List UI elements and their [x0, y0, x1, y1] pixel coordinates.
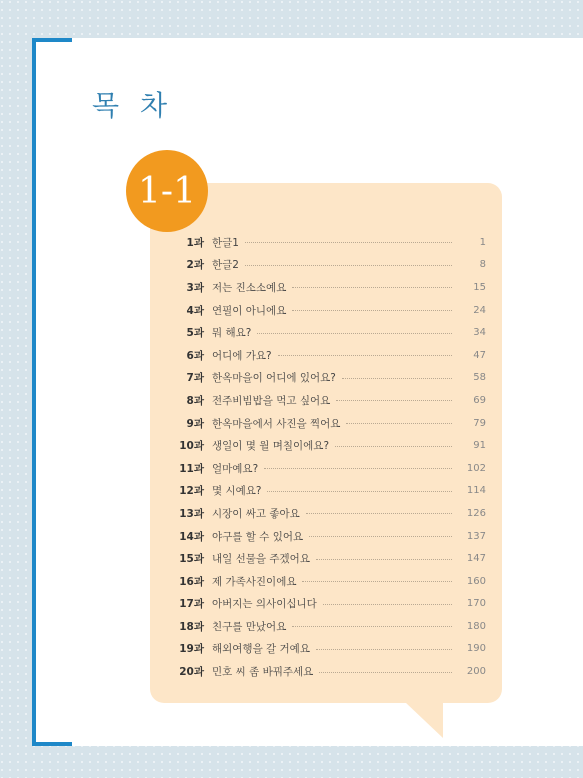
page-number: 34	[473, 327, 486, 339]
toc-entry[interactable]	[160, 502, 486, 525]
toc-entry[interactable]	[160, 367, 486, 390]
page-number: 91	[473, 440, 486, 452]
toc-entry[interactable]	[160, 412, 486, 435]
toc-entry[interactable]	[160, 434, 486, 457]
toc-entry[interactable]	[160, 480, 486, 503]
toc-entry[interactable]	[160, 593, 486, 616]
page-number: 58	[473, 372, 486, 384]
dot-leader	[346, 423, 452, 424]
page-number: 79	[473, 417, 486, 429]
page-number: 126	[466, 507, 486, 519]
lesson-title: 얼마예요?	[212, 462, 259, 475]
toc-entry[interactable]	[160, 231, 486, 254]
dot-leader	[306, 513, 452, 514]
lesson-number: 6과	[186, 349, 204, 362]
lesson-number: 15과	[179, 553, 204, 566]
lesson-number: 18과	[179, 620, 204, 633]
toc-entry[interactable]	[160, 570, 486, 593]
dot-leader	[292, 626, 452, 627]
page-number: 114	[466, 485, 486, 497]
lesson-number: 14과	[179, 530, 204, 543]
toc-entry[interactable]	[160, 344, 486, 367]
lesson-title: 생일이 몇 월 며칠이에요?	[212, 440, 330, 453]
lesson-title: 한옥마을에서 사진을 찍어요	[212, 417, 341, 430]
dot-leader	[323, 604, 452, 605]
toc-entry[interactable]	[160, 254, 486, 277]
dot-leader	[316, 559, 452, 560]
dot-leader	[316, 649, 452, 650]
toc-entry[interactable]	[160, 638, 486, 661]
page-number: 147	[466, 553, 486, 565]
dot-leader	[292, 287, 452, 288]
dot-leader	[267, 491, 452, 492]
page-title: 목 차	[92, 89, 173, 122]
lesson-number: 16과	[179, 575, 204, 588]
toc-entry[interactable]	[160, 525, 486, 548]
lesson-number: 11과	[179, 462, 204, 475]
lesson-title: 어디에 가요?	[212, 349, 272, 362]
lesson-title: 연필이 아니에요	[212, 304, 287, 317]
lesson-title: 친구를 만났어요	[212, 620, 287, 633]
dot-leader	[342, 378, 452, 379]
page-number: 137	[466, 530, 486, 542]
lesson-title: 한글2	[212, 259, 239, 272]
dot-leader	[302, 581, 452, 582]
lesson-number: 3과	[186, 281, 204, 294]
dot-leader	[319, 672, 452, 673]
toc-entry[interactable]	[160, 547, 486, 570]
toc-entry[interactable]	[160, 321, 486, 344]
dot-leader	[309, 536, 452, 537]
lesson-title: 몇 시예요?	[212, 485, 262, 498]
toc-list	[160, 231, 486, 683]
page-number: 8	[479, 259, 486, 271]
dot-leader	[257, 333, 452, 334]
dot-leader	[336, 400, 452, 401]
lesson-number: 7과	[186, 372, 204, 385]
lesson-title: 아버지는 의사이십니다	[212, 598, 317, 611]
lesson-title: 해외여행을 갈 거예요	[212, 643, 310, 656]
page-number: 15	[473, 281, 486, 293]
lesson-number: 4과	[186, 304, 204, 317]
lesson-title: 야구를 할 수 있어요	[212, 530, 304, 543]
page-number: 170	[466, 598, 486, 610]
lesson-title: 한옥마을이 어디에 있어요?	[212, 372, 336, 385]
lesson-title: 내일 선물을 주겠어요	[212, 553, 310, 566]
lesson-number: 13과	[179, 507, 204, 520]
page-number: 190	[466, 643, 486, 655]
lesson-number: 1과	[186, 236, 204, 249]
lesson-number: 2과	[186, 259, 204, 272]
dot-leader	[245, 265, 452, 266]
bracket-left-accent	[32, 38, 36, 746]
lesson-number: 20과	[179, 666, 204, 679]
toc-entry[interactable]	[160, 276, 486, 299]
lesson-title: 저는 진소소예요	[212, 281, 287, 294]
page-number: 200	[466, 666, 486, 678]
page-number: 47	[473, 349, 486, 361]
lesson-title: 뭐 해요?	[212, 327, 252, 340]
lesson-number: 12과	[179, 485, 204, 498]
lesson-number: 9과	[186, 417, 204, 430]
lesson-number: 19과	[179, 643, 204, 656]
lesson-title: 전주비빔밥을 먹고 싶어요	[212, 394, 331, 407]
toc-entry[interactable]	[160, 299, 486, 322]
dot-leader	[335, 446, 452, 447]
lesson-title: 시장이 싸고 좋아요	[212, 507, 300, 520]
toc-entry[interactable]	[160, 615, 486, 638]
toc-entry[interactable]	[160, 457, 486, 480]
lesson-title: 민호 씨 좀 바꿔주세요	[212, 666, 314, 679]
bracket-top-accent	[32, 38, 72, 42]
page-number: 160	[466, 575, 486, 587]
page-number: 180	[466, 620, 486, 632]
lesson-number: 10과	[179, 440, 204, 453]
lesson-number: 17과	[179, 598, 204, 611]
speech-bubble-tail	[405, 702, 443, 738]
bracket-bottom-accent	[32, 742, 72, 746]
page-number: 1	[479, 236, 486, 248]
lesson-title: 제 가족사진이에요	[212, 575, 297, 588]
toc-entry[interactable]	[160, 660, 486, 683]
page-number: 102	[466, 462, 486, 474]
lesson-number: 5과	[186, 327, 204, 340]
dot-leader	[292, 310, 452, 311]
dot-leader	[245, 242, 452, 243]
unit-badge: 1-1	[126, 150, 208, 232]
lesson-number: 8과	[186, 394, 204, 407]
toc-entry[interactable]	[160, 389, 486, 412]
lesson-title: 한글1	[212, 236, 239, 249]
dot-leader	[264, 468, 452, 469]
dot-leader	[278, 355, 452, 356]
page-number: 69	[473, 394, 486, 406]
page-number: 24	[473, 304, 486, 316]
